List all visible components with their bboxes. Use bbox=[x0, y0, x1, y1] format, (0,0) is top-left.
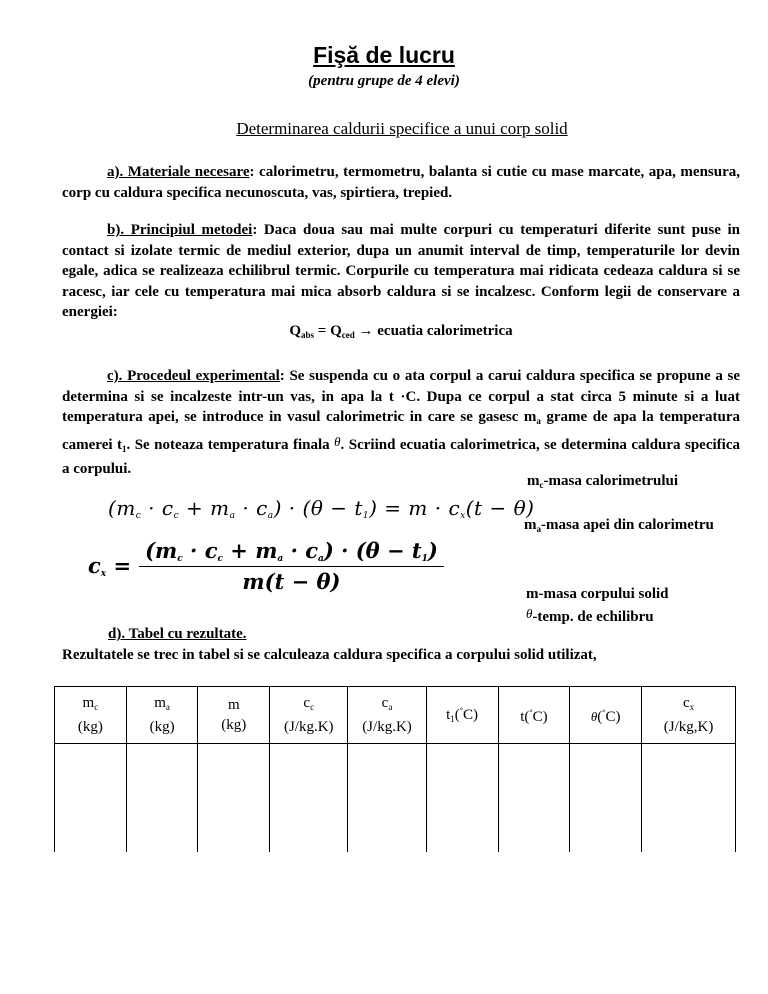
section-b-label: b). Principiul metodei bbox=[107, 222, 253, 238]
table-header-cell: m (kg) bbox=[198, 687, 270, 744]
table-cell[interactable] bbox=[498, 744, 570, 853]
table-header-row bbox=[55, 687, 736, 744]
table-header-cell: $c_c$ (J/kg.K) bbox=[270, 687, 348, 744]
theta-symbol: θ bbox=[334, 433, 341, 449]
table-header-cell: $m_c$ (kg) bbox=[55, 687, 127, 744]
legend-theta: θ-temp. de echilibru bbox=[526, 606, 654, 625]
page-subtitle: (pentru grupe de 4 elevi) bbox=[308, 73, 460, 89]
section-c: c). Procedeul experimental: Se suspenda cu o ata corpul a carui caldura specifica se propune a se determina si se incalzeste intr-un vas, in apa la t ·C. Dupa ce corpul a stat circa 5 minute si a luat temperatura apei, se introduce in vasul calorimetric in care se gasesc $m_a$ grame de apa la temperatura camerei $t_1$. Se noteaza temperatura finala θ. Scriind ecuatia calorimetrica, se determina caldura specifica a corpului. bbox=[62, 368, 741, 477]
results-table bbox=[54, 686, 736, 852]
section-b bbox=[62, 220, 740, 323]
table-cell[interactable] bbox=[348, 744, 426, 853]
table-header-cell: $c_x$ (J/kg,K) bbox=[642, 687, 736, 744]
section-b-text: : Daca doua sau mai multe corpuri cu temperaturi diferite sunt puse in contact si izolate termic de mediul exterior, dupa un anumit interval de timp, temperaturile lor devin egale, adica se realizeaza echilibrul termic. Corpurile cu temperatura mai ridicata cedeaza caldura si se racesc, iar cele cu temperatura mai mica absorb caldura si se incalzesc. Conform legii de conservare a energiei: bbox=[62, 222, 741, 320]
table-cell[interactable] bbox=[426, 744, 498, 853]
calorimetric-equation: $Q_{abs} = Q_{ced}$ → ecuatia calorimetrica bbox=[289, 323, 513, 340]
section-heading: Determinarea caldurii specifice a unui corp solid bbox=[236, 119, 568, 138]
legend-mc: $m_c$-masa calorimetrului bbox=[527, 473, 679, 490]
table-cell[interactable] bbox=[55, 744, 127, 853]
specific-heat-formula: $c_x$ = $\frac{(m_c \cdot c_c + m_a \cdot c_a) \cdot (\theta - t_1)}{m(t - \theta)}$ bbox=[88, 538, 444, 594]
heat-balance-formula: $(m_c \cdot c_c + m_a \cdot c_a) \cdot (\theta - t_1) = m \cdot c_x(t - \theta)$ bbox=[108, 496, 535, 521]
table-header-cell: $t_1(^\circ C)$ bbox=[426, 687, 498, 744]
section-d-text: Rezultatele se trec in tabel si se calculeaza caldura specifica a corpului solid utilizat, bbox=[62, 647, 597, 663]
legend-ma: $m_a$-masa apei din calorimetru bbox=[524, 517, 714, 534]
table-cell[interactable] bbox=[642, 744, 736, 853]
section-a bbox=[62, 162, 740, 203]
table-header-cell: θ(°C) bbox=[570, 687, 642, 744]
table-cell[interactable] bbox=[270, 744, 348, 853]
section-a-text: : calorimetru, termometru, balanta si cutie cu mase marcate, apa, mensura, corp cu caldura specifica necunoscuta, vas, spirtiera, trepied. bbox=[62, 164, 740, 201]
table-header-cell: $c_a$ (J/kg.K) bbox=[348, 687, 426, 744]
legend-m: m-masa corpului solid bbox=[526, 586, 669, 602]
section-c-label: c). Procedeul experimental bbox=[107, 368, 280, 384]
section-a-label: a). Materiale necesare bbox=[107, 164, 250, 180]
table-cell[interactable] bbox=[198, 744, 270, 853]
table-header-cell: t(°C) bbox=[498, 687, 570, 744]
table-cell[interactable] bbox=[570, 744, 642, 853]
section-d-label: d). Tabel cu rezultate. bbox=[108, 626, 247, 642]
table-row bbox=[55, 744, 736, 853]
table-header-cell: $m_a$ (kg) bbox=[126, 687, 198, 744]
page-title: Fişă de lucru bbox=[313, 42, 455, 68]
table-cell[interactable] bbox=[126, 744, 198, 853]
